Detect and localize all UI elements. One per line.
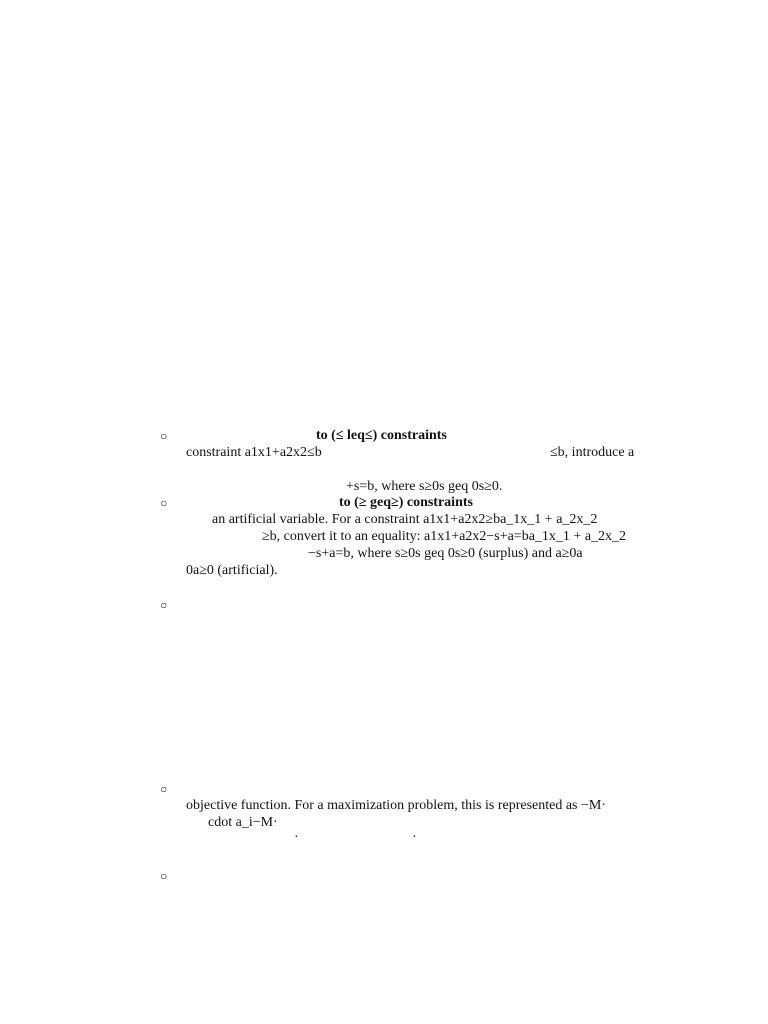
list-bullet: ○	[160, 496, 168, 510]
item-line: ≥b, convert it to an equality: a1x1+a2x2−s+a=ba_1x_1 + a_2x_2	[262, 529, 627, 544]
list-bullet: ○	[160, 869, 168, 883]
list-bullet: ○	[160, 782, 168, 796]
item-heading: to (≤ leq≤) constraints	[316, 428, 447, 443]
item-line: ·	[412, 830, 417, 845]
item-line: an artificial variable. For a constraint a1x1+a2x2≥ba_1x_1 + a_2x_2	[212, 512, 598, 527]
item-line: ·	[294, 830, 299, 845]
item-line: constraint a1x1+a2x2≤b	[186, 445, 322, 460]
list-bullet: ○	[160, 598, 168, 612]
item-line: +s=b, where s≥0s geq 0s≥0.	[346, 479, 503, 494]
item-line: −s+a=b, where s≥0s geq 0s≥0 (surplus) and a≥0a	[308, 546, 583, 561]
item-line: ≤b, introduce a	[550, 445, 635, 460]
item-line: objective function. For a maximization problem, this is represented as −M·	[186, 798, 607, 813]
item-line: 0a≥0 (artificial).	[186, 563, 278, 578]
item-line: cdot a_i−M·	[208, 815, 278, 830]
list-bullet: ○	[160, 429, 168, 443]
item-heading: to (≥ geq≥) constraints	[339, 495, 473, 510]
